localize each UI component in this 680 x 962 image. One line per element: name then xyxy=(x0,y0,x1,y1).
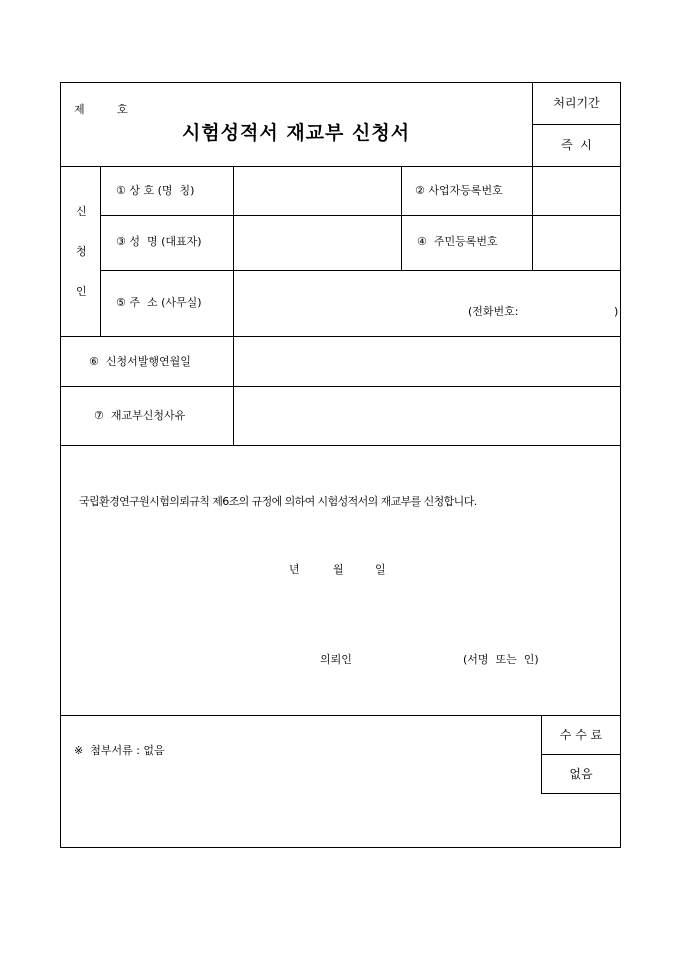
phone-label: (전화번호: xyxy=(468,305,519,318)
applicant-side-label-3: 인 xyxy=(76,285,87,298)
address-field[interactable] xyxy=(234,271,620,336)
address-label: ⑤ 주 소 (사무실) xyxy=(116,296,202,309)
fee-value: 없음 xyxy=(569,767,593,781)
business-reg-label: ② 사업자등록번호 xyxy=(415,184,503,197)
date-month-label: 월 xyxy=(333,563,344,576)
applicant-side-label-2: 청 xyxy=(76,245,87,258)
processing-period-label: 처리기간 xyxy=(553,96,600,110)
processing-period-value: 즉 시 xyxy=(561,138,592,152)
applicant-side-divider xyxy=(100,166,101,336)
number-label-prefix: 제 xyxy=(74,103,85,116)
issue-date-field[interactable] xyxy=(234,337,620,386)
declaration-statement: 국립환경연구원시험의뢰규칙 제6조의 규정에 의하여 시험성적서의 재교부를 신청합니다. xyxy=(79,495,477,508)
number-label-suffix: 호 xyxy=(117,103,128,116)
date-day-label: 일 xyxy=(375,563,386,576)
fee-box-bottom xyxy=(541,793,621,794)
issue-date-label: ⑥ 신청서발행연월일 xyxy=(89,355,191,368)
applicant-mid-divider-1 xyxy=(401,166,402,270)
form-border-left xyxy=(60,82,61,848)
fee-box-mid xyxy=(541,754,621,755)
fee-label: 수 수 료 xyxy=(559,728,603,742)
phone-close-paren: ) xyxy=(614,305,619,318)
declaration-bottom-line xyxy=(60,715,621,716)
reissue-reason-label: ⑦ 재교부신청사유 xyxy=(94,409,186,422)
attachments-note: ※ 첨부서류 : 없음 xyxy=(74,744,165,757)
form-border-top xyxy=(60,82,621,83)
date-year-label: 년 xyxy=(289,563,300,576)
page-title: 시험성적서 재교부 신청서 xyxy=(181,122,411,144)
processing-box-mid xyxy=(532,124,621,125)
representative-name-label: ③ 성 명 (대표자) xyxy=(116,235,202,248)
representative-name-field[interactable] xyxy=(234,216,401,270)
reissue-reason-bottom-line xyxy=(60,445,621,446)
business-reg-field[interactable] xyxy=(533,167,620,215)
company-name-field[interactable] xyxy=(234,167,401,215)
applicant-side-label-1: 신 xyxy=(76,205,87,218)
resident-reg-label: ④ 주민등록번호 xyxy=(417,235,498,248)
reissue-reason-field[interactable] xyxy=(234,387,620,445)
resident-reg-field[interactable] xyxy=(533,216,620,270)
company-name-label: ① 상 호 (명 칭) xyxy=(116,184,195,197)
requester-label: 의뢰인 xyxy=(320,653,352,666)
signature-label: (서명 또는 인) xyxy=(463,653,539,666)
form-border-bottom xyxy=(60,847,621,848)
